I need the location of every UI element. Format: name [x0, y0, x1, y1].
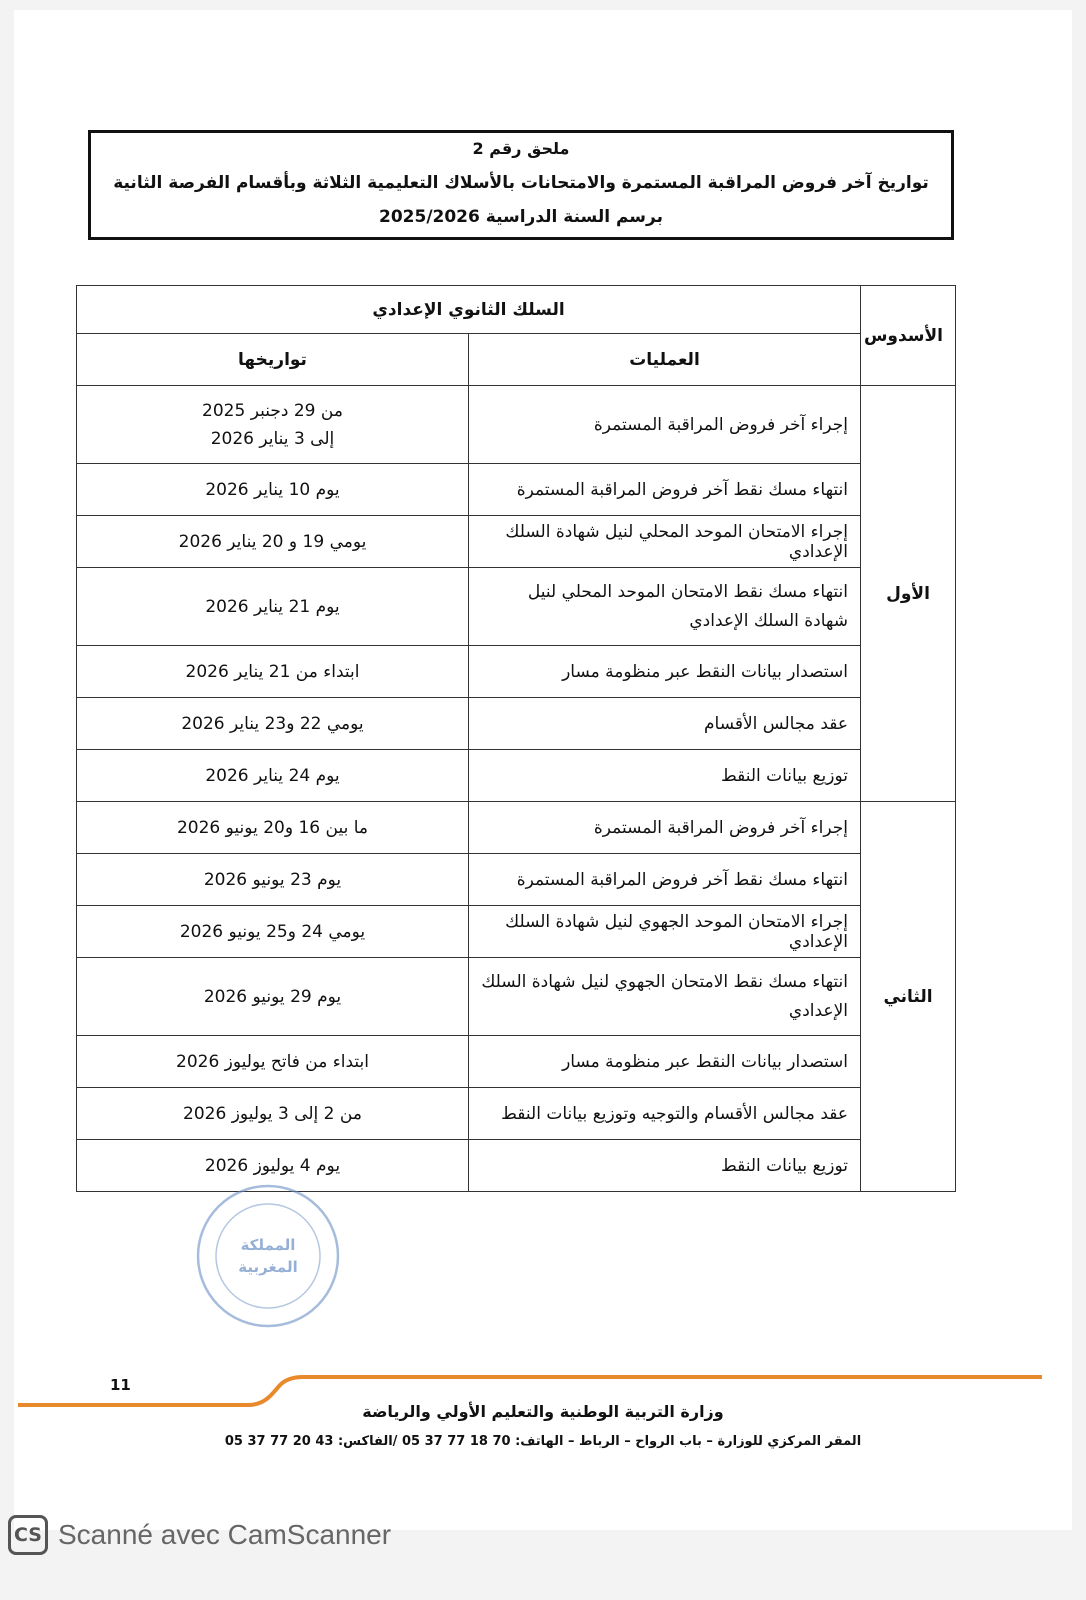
camscanner-logo-icon: CS [8, 1515, 48, 1555]
stamp-text-line: المملكة [240, 1236, 296, 1254]
school-year: برسم السنة الدراسية 2025/2026 [379, 207, 663, 227]
date-cell: يوم 21 يناير 2026 [77, 568, 469, 646]
table-row [77, 386, 956, 464]
cycle-header: السلك الثانوي الإعدادي [77, 286, 861, 334]
table-row [77, 802, 956, 854]
official-stamp [194, 1182, 342, 1330]
date-cell: يوم 10 يناير 2026 [77, 464, 469, 516]
table-row [77, 698, 956, 750]
dates-header: تواريخها [77, 334, 469, 386]
operation-cell: استصدار بيانات النقط عبر منظومة مسار [469, 646, 861, 698]
semester-name: الأول [861, 386, 956, 802]
camscanner-watermark [8, 1513, 391, 1557]
annex-header-box [88, 130, 954, 240]
date-cell: يوم 23 يونيو 2026 [77, 854, 469, 906]
date-cell: يومي 22 و23 يناير 2026 [77, 698, 469, 750]
date-cell: من 2 إلى 3 يوليوز 2026 [77, 1088, 469, 1140]
operation-cell: استصدار بيانات النقط عبر منظومة مسار [469, 1036, 861, 1088]
stamp-text-line: المغربية [238, 1258, 298, 1276]
operation-cell: انتهاء مسك نقط آخر فروض المراقبة المستمرة [469, 464, 861, 516]
table-row [77, 1036, 956, 1088]
operation-cell: انتهاء مسك نقط الامتحان الجهوي لنيل شهادة السلك الإعدادي [469, 958, 861, 1036]
date-cell: ما بين 16 و20 يونيو 2026 [77, 802, 469, 854]
operations-header: العمليات [469, 334, 861, 386]
operation-cell: إجراء الامتحان الموحد المحلي لنيل شهادة السلك الإعدادي [469, 516, 861, 568]
operation-cell: انتهاء مسك نقط آخر فروض المراقبة المستمرة [469, 854, 861, 906]
page-number: 11 [110, 1376, 131, 1394]
date-cell: يومي 19 و 20 يناير 2026 [77, 516, 469, 568]
annex-title: تواريخ آخر فروض المراقبة المستمرة والامتحانات بالأسلاك التعليمية الثلاثة وبأقسام الفرصة الثانية [113, 173, 929, 193]
table-row [77, 1088, 956, 1140]
date-cell: يوم 4 يوليوز 2026 [77, 1140, 469, 1192]
operation-cell: انتهاء مسك نقط الامتحان الموحد المحلي لنيل شهادة السلك الإعدادي [469, 568, 861, 646]
table-row [77, 906, 956, 958]
date-cell: يوم 24 يناير 2026 [77, 750, 469, 802]
semester-name: الثاني [861, 802, 956, 1192]
operation-cell: إجراء الامتحان الموحد الجهوي لنيل شهادة السلك الإعدادي [469, 906, 861, 958]
semester-column-header: الأسدوس [861, 286, 956, 386]
date-cell: ابتداء من فاتح يوليوز 2026 [77, 1036, 469, 1088]
table-row [77, 464, 956, 516]
operation-cell: عقد مجالس الأقسام والتوجيه وتوزيع بيانات النقط [469, 1088, 861, 1140]
table-row [77, 750, 956, 802]
ministry-name: وزارة التربية الوطنية والتعليم الأولي والرياضة [362, 1402, 724, 1421]
date-cell: ابتداء من 21 يناير 2026 [77, 646, 469, 698]
table-row [77, 646, 956, 698]
operation-cell: عقد مجالس الأقسام [469, 698, 861, 750]
operation-cell: توزيع بيانات النقط [469, 750, 861, 802]
annex-number: ملحق رقم 2 [472, 139, 570, 158]
date-cell [77, 386, 469, 464]
table-row [77, 568, 956, 646]
operation-cell: توزيع بيانات النقط [469, 1140, 861, 1192]
table-row [77, 516, 956, 568]
table-row [77, 958, 956, 1036]
schedule-table [76, 285, 956, 1192]
operation-cell: إجراء آخر فروض المراقبة المستمرة [469, 386, 861, 464]
date-cell: يوم 29 يونيو 2026 [77, 958, 469, 1036]
operation-cell: إجراء آخر فروض المراقبة المستمرة [469, 802, 861, 854]
table-row [77, 854, 956, 906]
camscanner-text: Scanné avec CamScanner [58, 1519, 392, 1550]
date-cell: يومي 24 و25 يونيو 2026 [77, 906, 469, 958]
date-line: من 29 دجنبر 2025 [202, 400, 343, 421]
date-line: إلى 3 يناير 2026 [210, 428, 335, 449]
ministry-address: المقر المركزي للوزارة – باب الرواح – الرباط – الهاتف: 70 18 77 37 05 /الفاكس: 43 20 77 37 05 [224, 1434, 862, 1449]
